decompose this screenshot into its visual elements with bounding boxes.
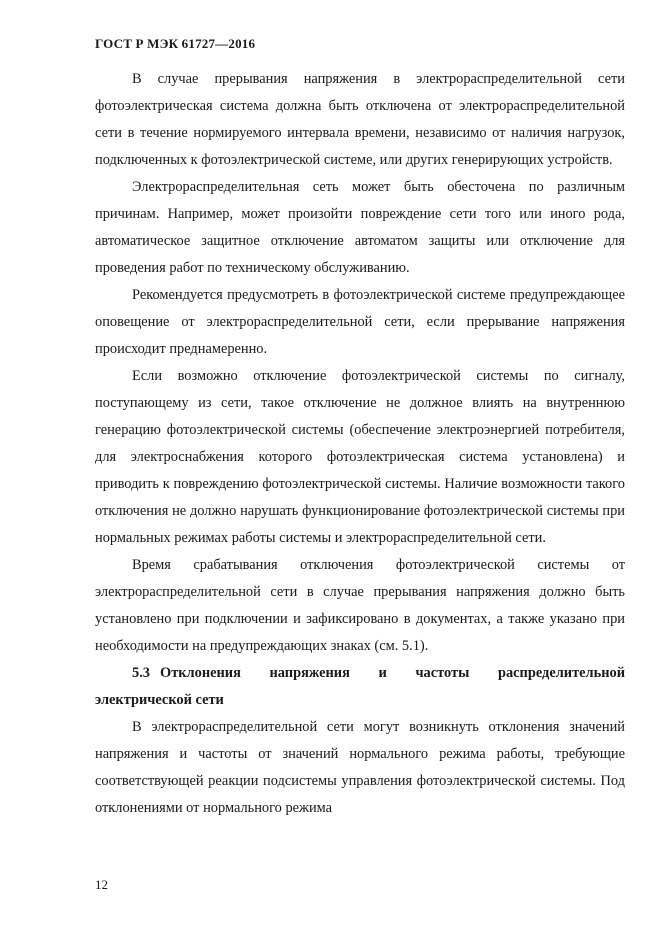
paragraph-warning-recommendation: Рекомендуется предусмотреть в фотоэлектрической системе предупреждающее оповещение от электрораспределительной сети, если прерывание напряжения происходит преднамеренно. — [95, 287, 625, 357]
paragraph-deviations: В электрораспределительной сети могут возникнуть отклонения значений напряжения и частоты от значений нормального режима работы, требующие соответствующей реакции подсистемы управления фотоэлектрической системы. Под отклонениями от нормального режима — [95, 719, 625, 816]
paragraph-remote-disconnect: Если возможно отключение фотоэлектрической системы по сигналу, поступающему из сети, такое отключение не должное влиять на внутреннюю генерацию фотоэлектрической системы (обеспечение электроэнергией потребителя, для электроснабжения которого фотоэлектрическая система установлена) и приводить к повреждению фотоэлектрической системы. Наличие возможности такого отключения не должно нарушать функционирование фотоэлектрической системы при нормальных режимах работы системы и электрораспределительной сети. — [95, 368, 625, 546]
section-heading — [95, 660, 625, 714]
document-header: ГОСТ Р МЭК 61727—2016 — [95, 36, 256, 51]
page-number: 12 — [95, 877, 108, 892]
section-title: Отклонения напряжения и частоты распределительной электрической сети — [95, 665, 625, 708]
document-body — [95, 66, 625, 822]
paragraph-grid-deenergized: Электрораспределительная сеть может быть обесточена по различным причинам. Например, может произойти повреждение сети того или иного рода, автоматическое защитное отключение автоматом защиты или отключение для проведения работ по техническому обслуживанию. — [95, 179, 625, 276]
section-number: 5.3 — [132, 665, 150, 681]
paragraph-disconnect-time: Время срабатывания отключения фотоэлектрической системы от электрораспределительной сети в случае прерывания напряжения должно быть установлено при подключении и зафиксировано в документах, а также указано при необходимости на предупреждающих знаках (см. 5.1). — [95, 557, 625, 654]
paragraph-voltage-interruption: В случае прерывания напряжения в электрораспределительной сети фотоэлектрическая система должна быть отключена от электрораспределительной сети в течение нормируемого интервала времени, независимо от наличия нагрузок, подключенных к фотоэлектрической системе, или других генерирующих устройств. — [95, 71, 625, 168]
